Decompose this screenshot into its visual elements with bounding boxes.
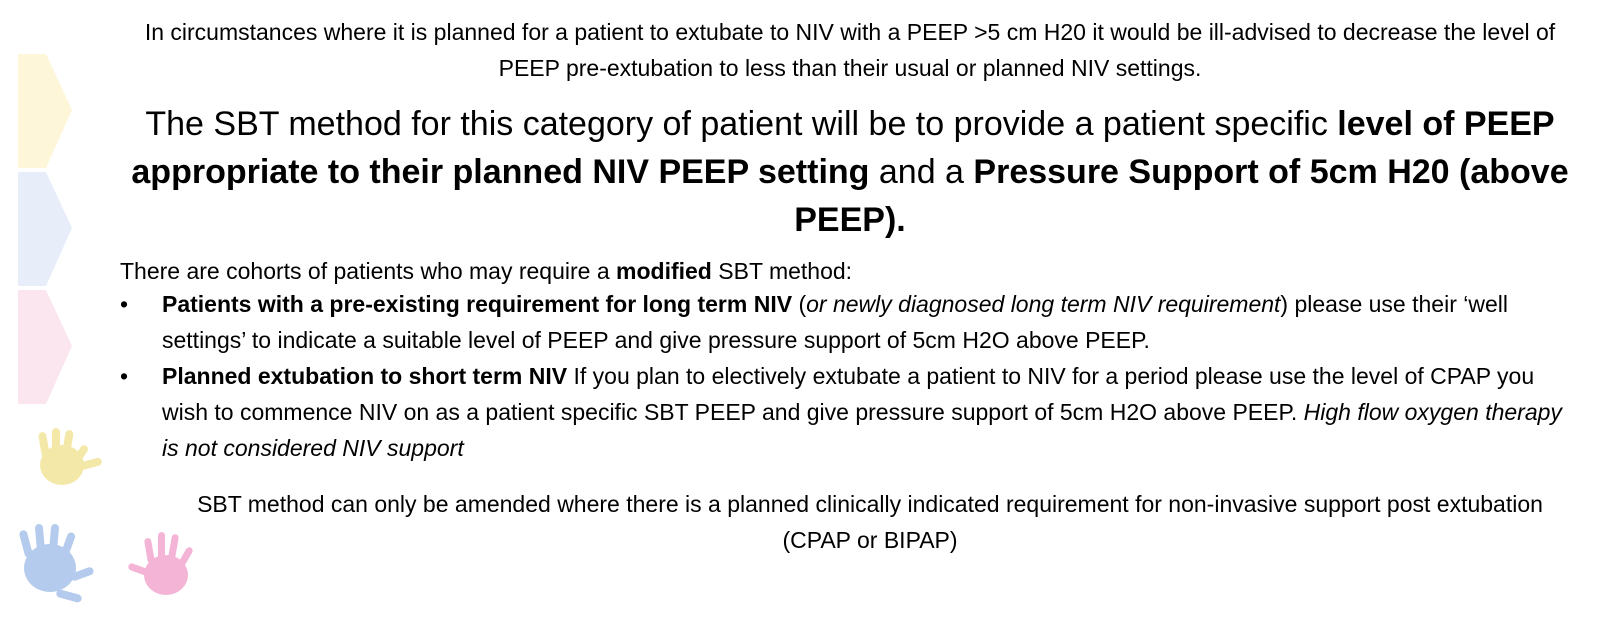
yellow-handprint-icon — [38, 428, 103, 485]
heading-text-part1: The SBT method for this category of patient will be to provide a patient specific — [145, 105, 1338, 143]
cohorts-intro-end: SBT method: — [711, 258, 853, 284]
heading-bold-pressure-support: Pressure Support of 5cm H20 (above PEEP). — [794, 153, 1569, 239]
blue-handprint-icon — [19, 524, 95, 604]
list-item-text: If you plan to electively extubate a patient to NIV for a period please use the level of CPAP you wish to commence NIV on as a patient specific SBT PEEP and give pressure support of 5cm H2O above PEEP. — [162, 363, 1535, 425]
bullet-icon: • — [120, 291, 129, 317]
intro-paragraph: In circumstances where it is planned for a patient to extubate to NIV with a PEEP >5 cm H20 it would be ill-advised to decrease the level of PEEP pre-extubation to less than their usual or planned NIV settings. — [144, 19, 1556, 81]
list-item-paren: ( — [792, 291, 807, 317]
cohorts-intro-bold: modified — [616, 258, 712, 284]
cohorts-intro-start: There are cohorts of patients who may require a — [120, 258, 617, 284]
list-item-bold: Planned extubation to short term NIV — [162, 363, 568, 389]
cohorts-intro — [120, 254, 1560, 288]
heading-bold-peep: level of PEEP appropriate to their planned NIV PEEP setting — [131, 105, 1555, 191]
bullet-icon: • — [120, 363, 129, 389]
list-item-italic: High flow oxygen therapy is not considered NIV support — [162, 399, 1562, 461]
list-item-bold: Patients with a pre-existing requirement for long term NIV — [162, 291, 793, 317]
cohorts-list — [120, 286, 1570, 466]
list-item — [120, 286, 1570, 358]
chevron-yellow-shape — [18, 54, 72, 168]
list-item-text: ) please use their ‘well settings’ to indicate a suitable level of PEEP and give pressure support of 5cm H2O above PEEP. — [162, 291, 1508, 353]
list-item — [120, 358, 1570, 466]
sbt-method-heading — [130, 100, 1570, 244]
footer-note: SBT method can only be amended where there is a planned clinically indicated requirement for non-invasive support post extubation (CPAP or BIPAP) — [197, 491, 1543, 553]
chevron-pink-shape — [18, 290, 72, 404]
list-item-italic: or newly diagnosed long term NIV requirement — [806, 291, 1281, 317]
heading-text-part2: and a — [869, 153, 974, 191]
chevron-blue-shape — [18, 172, 72, 286]
